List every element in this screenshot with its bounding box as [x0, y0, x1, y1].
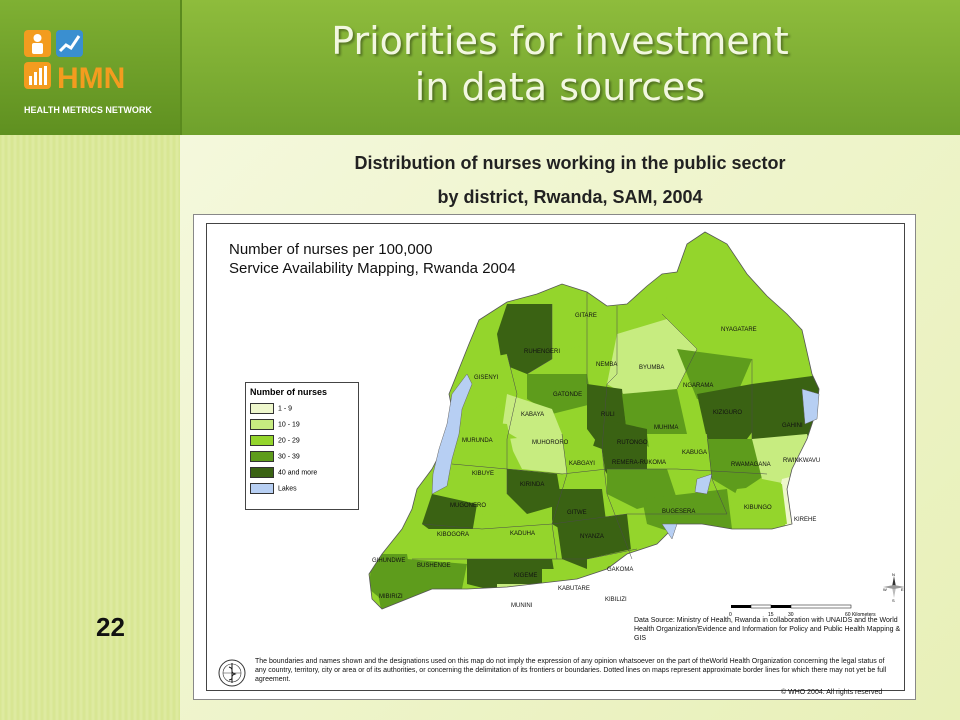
label-remera-rukoma: REMERA-RUKOMA [612, 460, 667, 466]
label-kabgayi: KABGAYI [569, 461, 595, 467]
logo-tagline: HEALTH METRICS NETWORK [24, 105, 152, 115]
label-gahini: GAHINI [782, 423, 803, 429]
label-gitwe: GITWE [567, 510, 587, 516]
label-nyagatare: NYAGATARE [721, 327, 757, 333]
legend-label: Lakes [278, 485, 297, 493]
hmn-logo [0, 0, 180, 135]
legend-item [250, 467, 317, 478]
logo-panel [0, 0, 182, 135]
bar-chart-icon [29, 76, 32, 85]
legend-item [250, 483, 297, 494]
logo-wordmark: HMN [57, 62, 126, 95]
label-gisenyi: GISENYI [474, 375, 499, 381]
label-bushenge: BUSHENGE [417, 563, 451, 569]
label-rutongo: RUTONGO [617, 440, 648, 446]
label-kibuye: KIBUYE [472, 471, 495, 477]
label-muhima: MUHIMA [654, 425, 679, 431]
map-title-line1: Number of nurses per 100,000 [229, 241, 433, 258]
label-gatonde: GATONDE [553, 392, 583, 398]
label-rwamagana: RWAMAGANA [731, 462, 771, 468]
page-number: 22 [96, 612, 125, 642]
label-bugesera: BUGESERA [662, 509, 696, 515]
legend-swatch [250, 451, 274, 462]
map-title [229, 240, 516, 278]
label-ruhengeri: RUHENGERI [524, 349, 561, 355]
label-kabaya: KABAYA [521, 412, 545, 418]
who-emblem-icon [217, 658, 247, 688]
legend-label: 30 - 39 [278, 453, 300, 461]
compass-s: S [892, 598, 895, 602]
legend-swatch [250, 435, 274, 446]
scale-tick: 60 Kilometers [845, 612, 876, 618]
map-legend [245, 382, 359, 510]
legend-item [250, 419, 300, 430]
label-mibirizi: MIBIRIZI [379, 594, 403, 600]
label-kirehe: KIREHE [794, 517, 817, 523]
legend-item [250, 435, 300, 446]
label-ruli: RULI [601, 412, 615, 418]
legend-swatch [250, 483, 274, 494]
label-byumba: BYUMBA [639, 365, 665, 371]
legend-label: 10 - 19 [278, 421, 300, 429]
map-panel [206, 223, 905, 696]
scale-tick: 30 [788, 612, 794, 618]
compass-w: W [883, 587, 887, 592]
legend-label: 40 and more [278, 469, 318, 477]
label-muhororo: MUHORORO [532, 440, 569, 446]
scale-tick: 15 [768, 612, 774, 618]
label-kigeme: KIGEME [514, 573, 538, 579]
map-data-source: Data Source: Ministry of Health, Rwanda in collaboration with UNAIDS and the World Health Organization/Evidence and Information for Policy and Public Health Mapping & GIS [634, 617, 901, 642]
label-rwinkwavu: RWINKWAVU [783, 458, 821, 464]
legend-item [250, 403, 292, 414]
map-disclaimer: The boundaries and names shown and the designations used on this map do not imply the expression of any opinion whatsoever on the part of theWorld Health Organization concerning the legal status of any country, territory, city or area or of its authorities, or concerning the delimitation of its frontiers or boundaries. Dotted lines on maps represent approximate border lines for which there may not yet be full agreement. [255, 658, 887, 683]
compass-n: N [892, 572, 895, 577]
map-subtitle [180, 146, 960, 214]
trend-icon-tile [56, 30, 83, 57]
label-munini: MUNINI [511, 603, 533, 609]
legend-swatch [250, 419, 274, 430]
legend-label: 20 - 29 [278, 437, 300, 445]
legend-title: Number of nurses [250, 387, 328, 397]
map-copyright: © WHO 2004. All rights reserved [781, 689, 883, 696]
label-murunda: MURUNDA [462, 438, 493, 444]
slide-title [260, 18, 860, 110]
label-kabutare: KABUTARE [558, 586, 590, 592]
label-gihundwe: GIHUNDWE [372, 558, 406, 564]
label-kabuga: KABUGA [682, 450, 708, 456]
label-ngarama: NGARAMA [683, 383, 714, 389]
label-kiziguro: KIZIGURO [713, 410, 743, 416]
label-nyanza: NYANZA [580, 534, 604, 540]
compass-e: E [901, 587, 904, 592]
label-nemba: NEMBA [596, 362, 618, 368]
label-kibungo: KIBUNGO [744, 505, 772, 511]
north-arrow-icon [883, 572, 905, 602]
label-kibilizi: KIBILIZI [605, 597, 627, 603]
scale-tick: 0 [729, 612, 732, 618]
map-subtitle-line2: by district, Rwanda, SAM, 2004 [437, 187, 703, 207]
legend-swatch [250, 403, 274, 414]
slide-title-line2: in data sources [414, 65, 706, 109]
legend-swatch [250, 467, 274, 478]
person-icon [34, 34, 42, 42]
legend-item [250, 451, 300, 462]
legend-label: 1 - 9 [278, 405, 293, 413]
map-figure [193, 214, 916, 700]
label-gitare: GITARE [575, 313, 597, 319]
map-subtitle-line1: Distribution of nurses working in the public sector [354, 153, 786, 173]
label-mugonero: MUGONERO [450, 503, 486, 509]
label-kibogora: KIBOGORA [437, 532, 470, 538]
map-title-line2: Service Availability Mapping, Rwanda 2004 [229, 260, 516, 277]
lake-east [802, 389, 819, 424]
label-kirinda: KIRINDA [520, 482, 545, 488]
label-gakoma: GAKOMA [607, 567, 634, 573]
slide-title-line1: Priorities for investment [331, 19, 789, 63]
slide-sidebar [0, 135, 180, 720]
label-kaduha: KADUHA [510, 531, 536, 537]
